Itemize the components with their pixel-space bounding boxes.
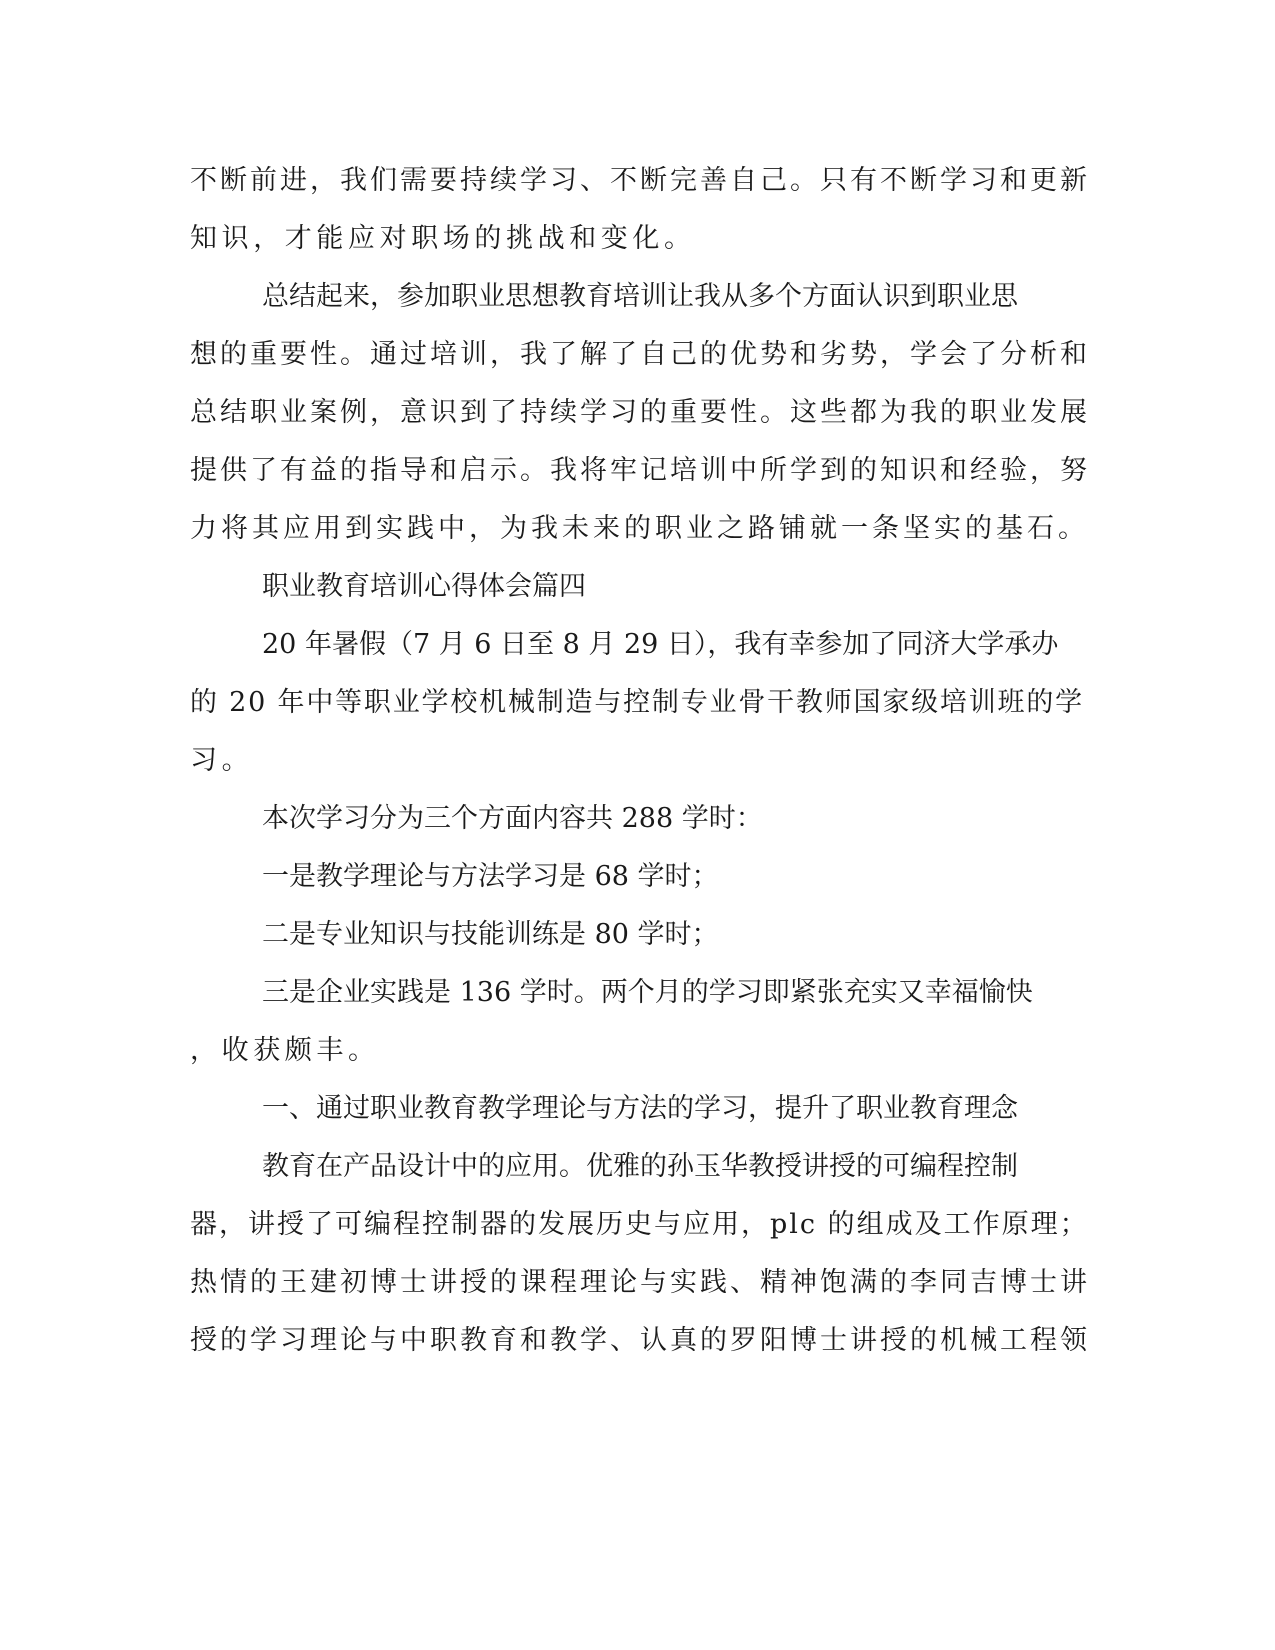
text-line: 授的学习理论与中职教育和教学、认真的罗阳博士讲授的机械工程领 bbox=[190, 1325, 1090, 1356]
text-line: 不断前进，我们需要持续学习、不断完善自己。只有不断学习和更新 bbox=[190, 165, 1090, 196]
paragraph-start-line: 本次学习分为三个方面内容共 288 学时： bbox=[262, 803, 763, 834]
text-line: 提供了有益的指导和启示。我将牢记培训中所学到的知识和经验，努 bbox=[190, 455, 1090, 486]
paragraph-start-line: 20 年暑假（7 月 6 日至 8 月 29 日），我有幸参加了同济大学承办 bbox=[262, 629, 1059, 660]
text-line: 想的重要性。通过培训，我了解了自己的优势和劣势，学会了分析和 bbox=[190, 339, 1090, 370]
text-line: 的 20 年中等职业学校机械制造与控制专业骨干教师国家级培训班的学 bbox=[190, 687, 1084, 718]
text-line: 热情的王建初博士讲授的课程理论与实践、精神饱满的李同吉博士讲 bbox=[190, 1267, 1090, 1298]
section-heading: 职业教育培训心得体会篇四 bbox=[262, 571, 586, 602]
paragraph-start-line: 总结起来，参加职业思想教育培训让我从多个方面认识到职业思 bbox=[262, 281, 1018, 312]
text-line: 器，讲授了可编程控制器的发展历史与应用，plc 的组成及工作原理； bbox=[190, 1209, 1089, 1240]
list-item-line: 三是企业实践是 136 学时。两个月的学习即紧张充实又幸福愉快 bbox=[262, 977, 1033, 1008]
text-line: ，收获颇丰。 bbox=[190, 1035, 380, 1066]
subsection-heading: 一、通过职业教育教学理论与方法的学习，提升了职业教育理念 bbox=[262, 1093, 1018, 1124]
text-line: 知识，才能应对职场的挑战和变化。 bbox=[190, 223, 696, 254]
text-line: 习。 bbox=[190, 745, 254, 776]
list-item-line: 一是教学理论与方法学习是 68 学时； bbox=[262, 861, 719, 892]
text-line: 力将其应用到实践中，为我未来的职业之路铺就一条坚实的基石。 bbox=[190, 513, 1089, 544]
text-line: 总结职业案例，意识到了持续学习的重要性。这些都为我的职业发展 bbox=[190, 397, 1090, 428]
list-item-line: 二是专业知识与技能训练是 80 学时； bbox=[262, 919, 719, 950]
paragraph-start-line: 教育在产品设计中的应用。优雅的孙玉华教授讲授的可编程控制 bbox=[262, 1151, 1018, 1182]
